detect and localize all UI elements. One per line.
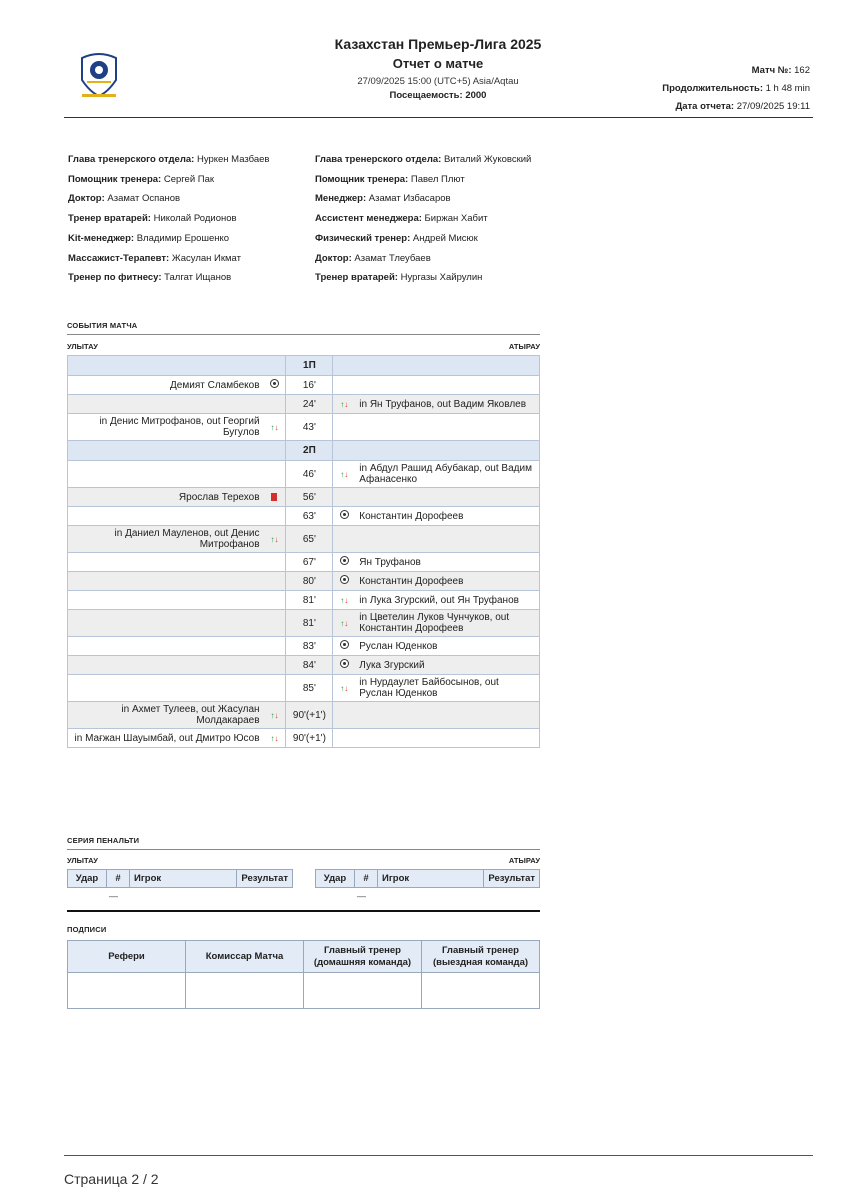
event-home-text bbox=[68, 637, 264, 656]
goal-icon bbox=[340, 556, 349, 565]
events-table bbox=[67, 355, 540, 748]
event-home-text bbox=[68, 461, 264, 488]
goal-icon bbox=[270, 379, 279, 388]
penalties-away-team: АТЫРАУ bbox=[508, 856, 540, 865]
event-minute: 80' bbox=[286, 572, 333, 591]
event-minute: 84' bbox=[286, 656, 333, 675]
home-staff-item: Kit-менеджер: Владимир Ерошенко bbox=[68, 232, 230, 244]
event-home-text bbox=[68, 395, 264, 414]
col-player: Игрок bbox=[130, 870, 237, 888]
event-minute: 85' bbox=[286, 675, 333, 702]
half-label: 2П bbox=[286, 441, 333, 461]
attendance: Посещаемость: 2000 bbox=[389, 90, 487, 101]
event-home-text: Демият Сламбеков bbox=[68, 376, 264, 395]
event-away-text: in Цветелин Луков Чунчуков, out Константин Дорофеев bbox=[355, 610, 539, 637]
report-date: Дата отчета: 27/09/2025 19:11 bbox=[675, 101, 810, 112]
event-away-text: in Нурдаулет Байбосынов, out Руслан Юденков bbox=[355, 675, 539, 702]
goal-icon bbox=[340, 510, 349, 519]
event-row bbox=[68, 675, 540, 702]
sig-home-coach-cell[interactable] bbox=[304, 973, 422, 1009]
event-home-text bbox=[68, 591, 264, 610]
sig-away-coach-header: Главный тренер (выездная команда) bbox=[422, 941, 540, 973]
event-minute: 90'(+1') bbox=[286, 729, 333, 748]
away-staff-item: Глава тренерского отдела: Виталий Жуковский bbox=[315, 154, 532, 165]
header-divider bbox=[64, 117, 813, 118]
home-staff-list bbox=[68, 150, 308, 288]
sig-home-coach-header: Главный тренер (домашняя команда) bbox=[304, 941, 422, 973]
penalties-divider bbox=[67, 910, 540, 912]
home-staff-item: Доктор: Азамат Оспанов bbox=[68, 193, 181, 205]
event-row bbox=[68, 702, 540, 729]
event-minute: 65' bbox=[286, 526, 333, 553]
event-row bbox=[68, 376, 540, 395]
away-staff-item: Тренер вратарей: Нургазы Хайрулин bbox=[315, 272, 483, 284]
sig-referee-cell[interactable] bbox=[68, 973, 186, 1009]
goal-icon bbox=[340, 575, 349, 584]
event-away-text: in Лука Згурский, out Ян Труфанов bbox=[355, 591, 539, 610]
event-away-text bbox=[355, 729, 539, 748]
event-minute: 81' bbox=[286, 591, 333, 610]
col-result: Результат bbox=[237, 870, 293, 888]
col-shot: Удар bbox=[68, 870, 107, 888]
event-away-text: Лука Згурский bbox=[355, 656, 539, 675]
event-home-text: in Даниел Мауленов, out Денис Митрофанов bbox=[68, 526, 264, 553]
goal-icon bbox=[340, 659, 349, 668]
half-header-row bbox=[68, 441, 540, 461]
col-number: # bbox=[355, 870, 378, 888]
event-row bbox=[68, 553, 540, 572]
event-home-text: in Мағжан Шауымбай, out Дмитро Юсов bbox=[68, 729, 264, 748]
away-penalties-table bbox=[315, 869, 540, 888]
match-meta bbox=[662, 62, 810, 116]
home-staff-item: Тренер вратарей: Николай Родионов bbox=[68, 213, 237, 225]
event-minute: 90'(+1') bbox=[286, 702, 333, 729]
events-home-team: УЛЫТАУ bbox=[67, 342, 98, 351]
event-row bbox=[68, 572, 540, 591]
event-home-text: in Денис Митрофанов, out Георгий Бугулов bbox=[68, 414, 264, 441]
goal-icon bbox=[340, 640, 349, 649]
event-row bbox=[68, 414, 540, 441]
away-penalties-empty: — bbox=[357, 891, 366, 901]
substitution-icon: ↑↓ bbox=[340, 618, 349, 628]
events-rule bbox=[67, 334, 540, 335]
match-datetime: 27/09/2025 15:00 (UTC+5) Asia/Aqtau bbox=[357, 76, 519, 87]
home-penalties-table bbox=[67, 869, 293, 888]
event-home-text bbox=[68, 656, 264, 675]
substitution-icon: ↑↓ bbox=[270, 710, 279, 720]
away-staff-item: Физический тренер: Андрей Мисюк bbox=[315, 232, 478, 244]
sig-commissioner-header: Комиссар Матча bbox=[186, 941, 304, 973]
event-away-text: in Ян Труфанов, out Вадим Яковлев bbox=[355, 395, 539, 414]
home-penalties-empty: — bbox=[109, 891, 118, 901]
col-number: # bbox=[107, 870, 130, 888]
event-away-text bbox=[355, 526, 539, 553]
red-card-icon bbox=[271, 493, 277, 501]
away-staff-item: Доктор: Азамат Тлеубаев bbox=[315, 252, 431, 264]
events-away-team: АТЫРАУ bbox=[508, 342, 540, 351]
event-home-text bbox=[68, 610, 264, 637]
substitution-icon: ↑↓ bbox=[270, 534, 279, 544]
away-staff-list bbox=[315, 150, 575, 288]
event-away-text bbox=[355, 414, 539, 441]
half-header-row bbox=[68, 356, 540, 376]
league-logo bbox=[78, 52, 120, 100]
event-row bbox=[68, 610, 540, 637]
half-label: 1П bbox=[286, 356, 333, 376]
event-away-text: Константин Дорофеев bbox=[355, 572, 539, 591]
home-staff-item: Тренер по фитнесу: Талгат Ищанов bbox=[68, 272, 232, 284]
league-title: Казахстан Премьер-Лига 2025 bbox=[334, 36, 542, 52]
substitution-icon: ↑↓ bbox=[340, 469, 349, 479]
event-away-text bbox=[355, 702, 539, 729]
event-row bbox=[68, 591, 540, 610]
col-result: Результат bbox=[484, 870, 540, 888]
event-minute: 63' bbox=[286, 507, 333, 526]
footer-divider bbox=[64, 1155, 813, 1156]
home-staff-item: Массажист-Терапевт: Жасулан Икмат bbox=[68, 252, 241, 264]
event-home-text bbox=[68, 675, 264, 702]
home-staff-item: Глава тренерского отдела: Нуркен Мазбаев bbox=[68, 154, 270, 165]
event-home-text bbox=[68, 572, 264, 591]
event-minute: 43' bbox=[286, 414, 333, 441]
report-title: Отчет о матче bbox=[392, 56, 484, 71]
event-row bbox=[68, 488, 540, 507]
events-section-title: СОБЫТИЯ МАТЧА bbox=[67, 321, 138, 330]
home-staff-item: Помощник тренера: Сергей Пак bbox=[68, 173, 215, 185]
away-staff-item: Помощник тренера: Павел Плют bbox=[315, 173, 465, 185]
event-home-text: Ярослав Терехов bbox=[68, 488, 264, 507]
substitution-icon: ↑↓ bbox=[340, 595, 349, 605]
event-minute: 83' bbox=[286, 637, 333, 656]
report-header bbox=[240, 34, 636, 101]
col-player: Игрок bbox=[378, 870, 484, 888]
event-away-text: Руслан Юденков bbox=[355, 637, 539, 656]
event-away-text: Константин Дорофеев bbox=[355, 507, 539, 526]
sig-away-coach-cell[interactable] bbox=[422, 973, 540, 1009]
event-minute: 24' bbox=[286, 395, 333, 414]
event-minute: 67' bbox=[286, 553, 333, 572]
event-row bbox=[68, 507, 540, 526]
event-row bbox=[68, 656, 540, 675]
event-minute: 16' bbox=[286, 376, 333, 395]
sig-commissioner-cell[interactable] bbox=[186, 973, 304, 1009]
substitution-icon: ↑↓ bbox=[270, 422, 279, 432]
match-number: Матч №: 162 bbox=[751, 65, 810, 76]
match-duration: Продолжительность: 1 h 48 min bbox=[662, 83, 810, 94]
penalties-home-team: УЛЫТАУ bbox=[67, 856, 98, 865]
event-away-text bbox=[355, 376, 539, 395]
event-row bbox=[68, 461, 540, 488]
event-minute: 81' bbox=[286, 610, 333, 637]
away-staff-item: Ассистент менеджера: Биржан Хабит bbox=[315, 213, 488, 225]
event-home-text bbox=[68, 507, 264, 526]
substitution-icon: ↑↓ bbox=[340, 683, 349, 693]
penalties-section-title: СЕРИЯ ПЕНАЛЬТИ bbox=[67, 836, 140, 845]
event-home-text: in Ахмет Тулеев, out Жасулан Молдакараев bbox=[68, 702, 264, 729]
away-staff-item: Менеджер: Азамат Избасаров bbox=[315, 193, 451, 205]
page-number: Страница 2 / 2 bbox=[64, 1171, 159, 1187]
event-row bbox=[68, 395, 540, 414]
event-away-text: in Абдул Рашид Абубакар, out Вадим Афанасенко bbox=[355, 461, 539, 488]
event-away-text bbox=[355, 488, 539, 507]
signatures-section-title: ПОДПИСИ bbox=[67, 925, 107, 934]
col-shot: Удар bbox=[316, 870, 355, 888]
signatures-table bbox=[67, 940, 540, 1009]
substitution-icon: ↑↓ bbox=[340, 399, 349, 409]
penalties-rule bbox=[67, 849, 540, 850]
substitution-icon: ↑↓ bbox=[270, 733, 279, 743]
sig-referee-header: Рефери bbox=[68, 941, 186, 973]
event-row bbox=[68, 729, 540, 748]
event-row bbox=[68, 526, 540, 553]
event-home-text bbox=[68, 553, 264, 572]
event-minute: 46' bbox=[286, 461, 333, 488]
event-minute: 56' bbox=[286, 488, 333, 507]
event-row bbox=[68, 637, 540, 656]
event-away-text: Ян Труфанов bbox=[355, 553, 539, 572]
